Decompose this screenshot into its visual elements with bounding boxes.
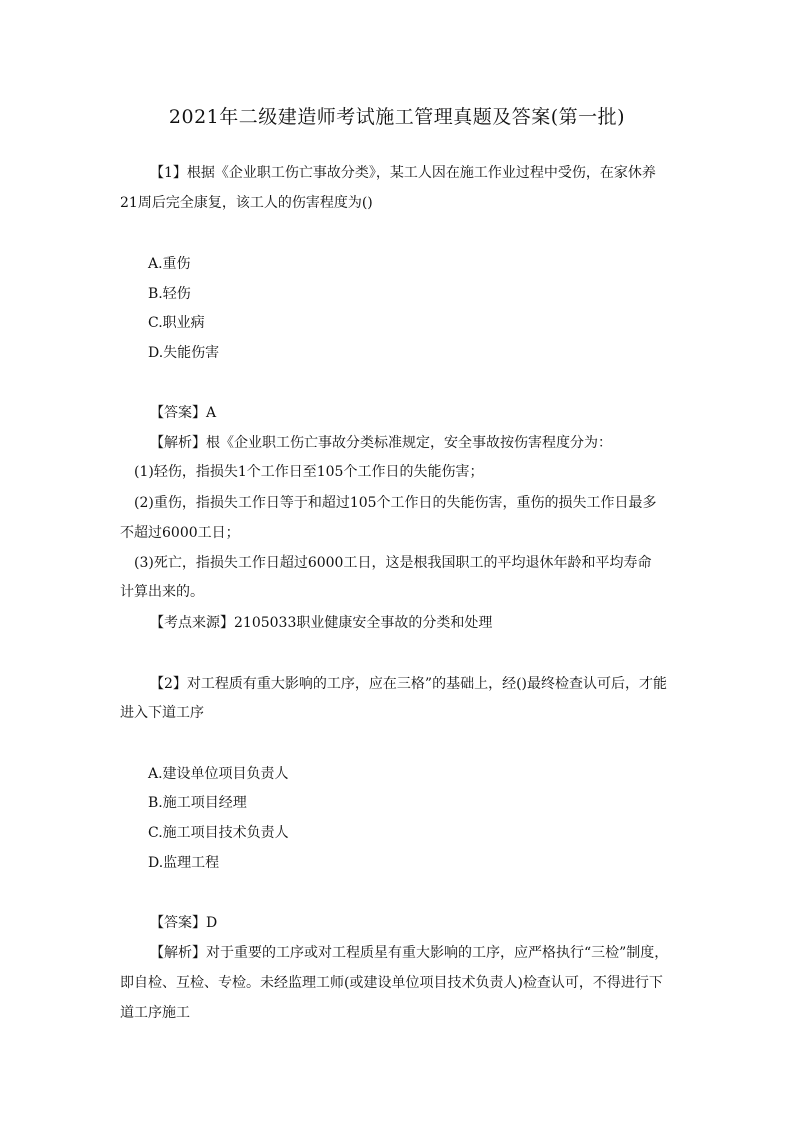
question-1-source: 【考点来源】2105033职业健康安全事故的分类和处理: [150, 615, 493, 631]
question-2-analysis-line-1: 【解析】对于重要的工序或对工程质星有重大影响的工序，应严格执行“三检”制度，: [150, 945, 669, 961]
question-1-analysis-heading: 【解析】根《企业职工伤亡事故分类标准规定，安全事故按伤害程度分为：: [150, 435, 612, 451]
question-1-answer: 【答案】A: [150, 405, 217, 421]
question-1-option-a: A.重伤: [148, 256, 191, 272]
question-1-analysis-item-3-cont: 计算出来的。: [120, 584, 204, 600]
question-2-answer: 【答案】D: [150, 915, 218, 931]
question-2-analysis-line-2: 即自检、互检、专检。未经监理工师(或建设单位项目技术负责人)检查认可，不得进行下: [120, 975, 663, 991]
question-1-analysis-item-1: (1)轻伤，指损失1个工作日至105个工作日的失能伤害；: [134, 464, 484, 480]
question-1-option-b: B.轻伤: [148, 286, 191, 302]
document-title: 2021年二级建造师考试施工管理真题及答案(第一批): [168, 106, 626, 128]
question-1-stem-line-2: 21周后完全康复，该工人的伤害程度为(): [120, 195, 373, 211]
question-1-stem-line-1: 【1】根据《企业职工伤亡事故分类》，某工人因在施工作业过程中受伤，在家休养: [150, 165, 656, 181]
question-1-analysis-item-2: (2)重伤，指损失工作日等于和超过105个工作日的失能伤害，重伤的损失工作日最多: [134, 495, 657, 511]
question-2-option-d: D.监理工程: [148, 855, 220, 871]
question-2-option-a: A.建设单位项目负责人: [148, 766, 289, 782]
question-1-option-d: D.失能伤害: [148, 345, 220, 361]
question-1-analysis-item-3: (3)死亡，指损失工作日超过6000工日，这是根我国职工的平均退休年龄和平均寿命: [134, 555, 652, 571]
question-1-analysis-item-2-cont: 不超过6000工日；: [120, 525, 240, 541]
question-2-analysis-line-3: 道工序施工: [120, 1005, 190, 1021]
question-2-stem-line-2: 进入下道工序: [120, 705, 204, 721]
question-2-option-b: B.施工项目经理: [148, 795, 247, 811]
question-1-option-c: C.职业病: [148, 315, 205, 331]
question-2-stem-line-1: 【2】对工程质有重大影响的工序，应在三格”的基础上，经()最终检查认可后，才能: [150, 676, 667, 692]
question-2-option-c: C.施工项目技术负责人: [148, 825, 289, 841]
